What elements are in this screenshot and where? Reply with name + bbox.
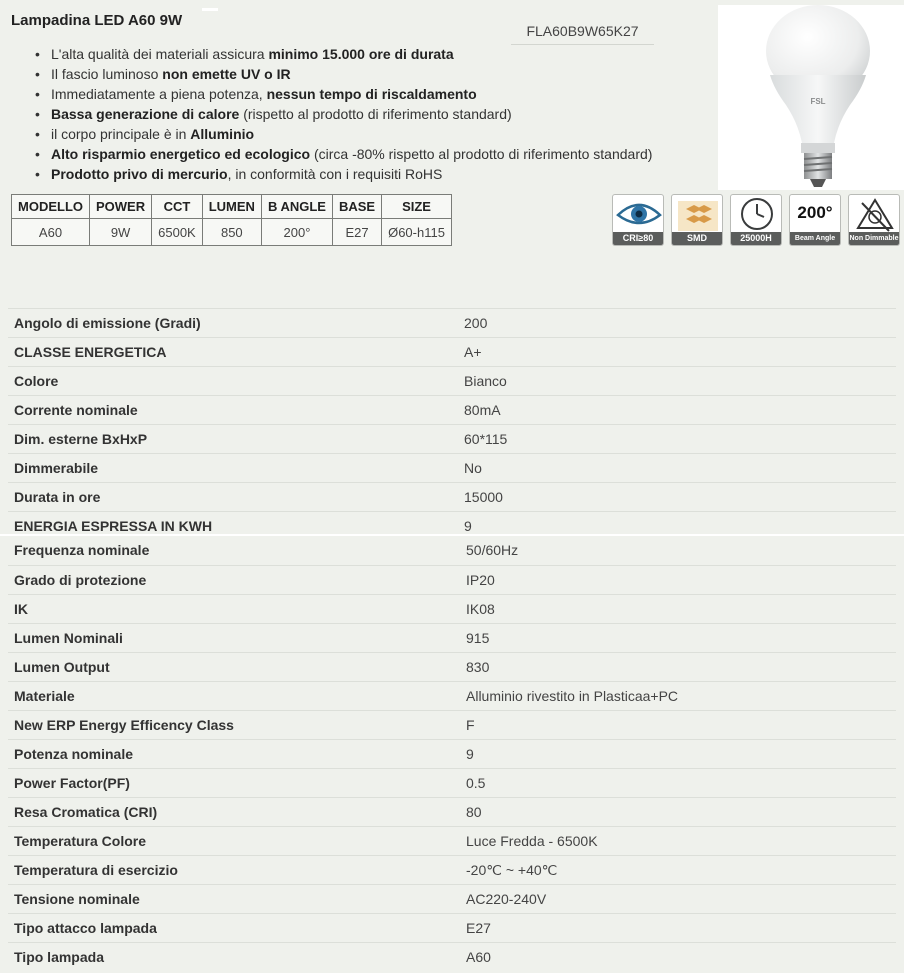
spec-header: B ANGLE bbox=[261, 195, 332, 219]
attribute-value: IP20 bbox=[466, 572, 495, 588]
feature-item bbox=[33, 64, 652, 84]
attribute-value: 50/60Hz bbox=[466, 542, 519, 558]
icon-caption: SMD bbox=[672, 232, 722, 245]
attribute-row bbox=[8, 453, 896, 482]
attribute-label: Power Factor(PF) bbox=[14, 775, 130, 791]
feature-highlight: non emette UV o IR bbox=[162, 66, 291, 82]
attribute-label: Dimmerabile bbox=[14, 460, 99, 476]
attribute-value: 80mA bbox=[464, 402, 501, 418]
spec-value: 850 bbox=[202, 219, 261, 246]
attribute-label: New ERP Energy Efficency Class bbox=[14, 717, 234, 733]
attribute-label: Frequenza nominale bbox=[14, 542, 150, 558]
attribute-label: Tensione nominale bbox=[14, 891, 140, 907]
feature-text: Il fascio luminoso bbox=[51, 66, 163, 82]
feature-text: (rispetto al prodotto di riferimento standard) bbox=[239, 106, 512, 122]
attribute-label: Temperatura di esercizio bbox=[14, 862, 178, 878]
attribute-label: Tipo lampada bbox=[14, 949, 104, 965]
spec-header: MODELLO bbox=[12, 195, 90, 219]
attribute-value: Luce Fredda - 6500K bbox=[466, 833, 598, 849]
attribute-row bbox=[8, 652, 896, 681]
attribute-label: Materiale bbox=[14, 688, 75, 704]
attribute-row bbox=[8, 536, 896, 565]
non-dimmable-icon bbox=[848, 194, 900, 246]
attribute-value: E27 bbox=[466, 920, 491, 936]
attribute-row bbox=[8, 594, 896, 623]
attribute-table-lower bbox=[8, 536, 896, 971]
spec-value: 6500K bbox=[152, 219, 203, 246]
attribute-value: Alluminio rivestito in Plasticaa+PC bbox=[466, 688, 679, 704]
attribute-label: IK bbox=[14, 601, 28, 617]
attribute-row bbox=[8, 623, 896, 652]
attribute-row bbox=[8, 395, 896, 424]
attribute-row bbox=[8, 565, 896, 594]
beam-angle-value: 200° bbox=[797, 203, 833, 222]
spec-value: Ø60-h115 bbox=[382, 219, 452, 246]
attribute-row bbox=[8, 366, 896, 395]
feature-icons bbox=[612, 194, 900, 246]
spec-value: E27 bbox=[332, 219, 381, 246]
feature-highlight: Alto risparmio energetico ed ecologico bbox=[51, 146, 311, 162]
attribute-row bbox=[8, 308, 896, 337]
spec-header: BASE bbox=[332, 195, 381, 219]
attribute-label: Angolo di emissione (Gradi) bbox=[14, 315, 201, 331]
attribute-value: AC220-240V bbox=[466, 891, 547, 907]
attribute-row bbox=[8, 337, 896, 366]
spec-value: 9W bbox=[90, 219, 152, 246]
attribute-row bbox=[8, 511, 896, 531]
attribute-value: 9 bbox=[464, 518, 472, 531]
eye-icon bbox=[612, 194, 664, 246]
feature-text: Immediatamente a piena potenza, bbox=[51, 86, 267, 102]
feature-highlight: Bassa generazione di calore bbox=[51, 106, 240, 122]
attribute-label: Temperatura Colore bbox=[14, 833, 146, 849]
attribute-row bbox=[8, 710, 896, 739]
attribute-value: 0.5 bbox=[466, 775, 486, 791]
attribute-value: 80 bbox=[466, 804, 482, 820]
attribute-row bbox=[8, 942, 896, 971]
feature-highlight: Prodotto privo di mercurio bbox=[51, 166, 228, 182]
feature-item bbox=[33, 104, 652, 124]
feature-item bbox=[33, 164, 652, 184]
product-code: FLA60B9W65K27 bbox=[511, 20, 654, 45]
clock-icon bbox=[730, 194, 782, 246]
bulb-brand-label: FSL bbox=[810, 97, 826, 106]
smd-chip-icon bbox=[671, 194, 723, 246]
feature-text: , in conformità con i requisiti RoHS bbox=[227, 166, 443, 182]
led-bulb-icon bbox=[718, 5, 904, 190]
attribute-row bbox=[8, 826, 896, 855]
feature-text: il corpo principale è in bbox=[51, 126, 191, 142]
feature-list bbox=[33, 44, 652, 184]
title-marker bbox=[202, 8, 218, 11]
attribute-label: ENERGIA ESPRESSA IN KWH bbox=[14, 518, 213, 531]
attribute-label: Grado di protezione bbox=[14, 572, 147, 588]
attribute-row bbox=[8, 913, 896, 942]
attribute-value: -20℃ ~ +40℃ bbox=[466, 862, 558, 878]
attribute-value: 60*115 bbox=[464, 431, 508, 447]
attribute-value: F bbox=[466, 717, 475, 733]
icon-caption: 25000H bbox=[731, 232, 781, 245]
spec-table bbox=[11, 194, 452, 246]
feature-item bbox=[33, 124, 652, 144]
attribute-value: A+ bbox=[464, 344, 482, 360]
attribute-label: Lumen Nominali bbox=[14, 630, 123, 646]
attribute-row bbox=[8, 739, 896, 768]
feature-highlight: Alluminio bbox=[190, 126, 255, 142]
attribute-row bbox=[8, 768, 896, 797]
beam-angle-icon bbox=[789, 194, 841, 246]
attribute-row bbox=[8, 884, 896, 913]
attribute-value: 9 bbox=[466, 746, 474, 762]
spec-header: CCT bbox=[152, 195, 203, 219]
feature-text: L'alta qualità dei materiali assicura bbox=[51, 46, 269, 62]
feature-item bbox=[33, 44, 652, 64]
spec-value: A60 bbox=[12, 219, 90, 246]
feature-highlight: nessun tempo di riscaldamento bbox=[266, 86, 477, 102]
attribute-label: Tipo attacco lampada bbox=[14, 920, 157, 936]
product-title: Lampadina LED A60 9W bbox=[11, 12, 183, 29]
attribute-value: No bbox=[464, 460, 482, 476]
attribute-label: Potenza nominale bbox=[14, 746, 134, 762]
attribute-value: A60 bbox=[466, 949, 491, 965]
attribute-row bbox=[8, 681, 896, 710]
spec-header: SIZE bbox=[382, 195, 452, 219]
attribute-label: Dim. esterne BxHxP bbox=[14, 431, 148, 447]
attribute-row bbox=[8, 424, 896, 453]
icon-caption: Non Dimmable bbox=[849, 232, 899, 245]
attribute-row bbox=[8, 855, 896, 884]
icon-caption: CRI≥80 bbox=[613, 232, 663, 245]
feature-text: (circa -80% rispetto al prodotto di riferimento standard) bbox=[310, 146, 653, 162]
attribute-label: Durata in ore bbox=[14, 489, 101, 505]
attribute-value: 200 bbox=[464, 315, 488, 331]
icon-caption: Beam Angle bbox=[790, 232, 840, 245]
spec-value: 200° bbox=[261, 219, 332, 246]
attribute-row bbox=[8, 797, 896, 826]
feature-item bbox=[33, 144, 652, 164]
attribute-label: Resa Cromatica (CRI) bbox=[14, 804, 158, 820]
spec-header: POWER bbox=[90, 195, 152, 219]
attribute-value: 830 bbox=[466, 659, 490, 675]
feature-highlight: minimo 15.000 ore di durata bbox=[268, 46, 454, 62]
attribute-table-upper bbox=[8, 308, 896, 531]
attribute-label: Lumen Output bbox=[14, 659, 110, 675]
attribute-value: 915 bbox=[466, 630, 490, 646]
attribute-label: CLASSE ENERGETICA bbox=[14, 344, 167, 360]
feature-item bbox=[33, 84, 652, 104]
spec-header: LUMEN bbox=[202, 195, 261, 219]
product-image bbox=[718, 5, 904, 190]
attribute-value: Bianco bbox=[464, 373, 507, 389]
attribute-value: 15000 bbox=[464, 489, 503, 505]
attribute-label: Corrente nominale bbox=[14, 402, 138, 418]
attribute-value: IK08 bbox=[466, 601, 495, 617]
attribute-label: Colore bbox=[14, 373, 59, 389]
attribute-row bbox=[8, 482, 896, 511]
